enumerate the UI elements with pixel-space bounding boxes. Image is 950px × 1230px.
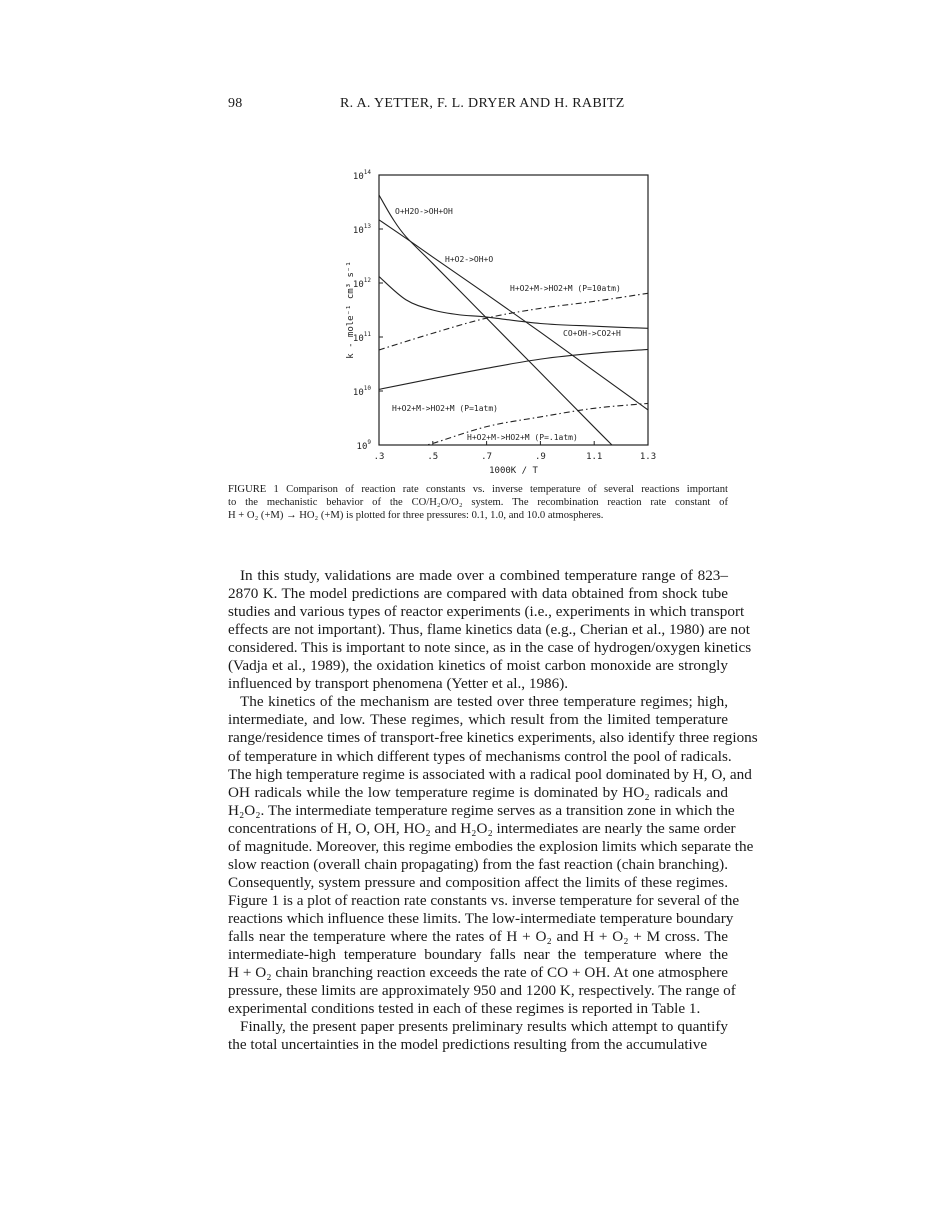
x-tick-label: .3 [373, 452, 385, 462]
y-tick-label [353, 385, 371, 398]
y-tick-base: 10 [352, 280, 364, 290]
body-line: falls near the temperature where the rates of H + O₂ and H + O₂ + M cross. The [228, 928, 728, 945]
curve-label: CO+OH->CO2+H [563, 329, 621, 338]
y-tick-base: 10 [352, 172, 364, 182]
body-line: effects are not important). Thus, flame kinetics data (e.g., Cherian et al., 1980) are not [228, 621, 750, 639]
x-tick-label: 1.3 [639, 452, 657, 462]
body-line: Figure 1 is a plot of reaction rate constants vs. inverse temperature for several of the [228, 891, 740, 909]
caption-line: to the mechanistic behavior of the CO/H₂O/O₂ system. The recombination reaction rate constant of [228, 497, 728, 508]
curve-label: H+O2+M->HO2+M (P=10atm) [510, 284, 621, 293]
body-line: 2870 K. The model predictions are compared with data obtained from shock tube [228, 585, 728, 603]
body-line: slow reaction (overall chain propagating) from the fast reaction (chain branching). [228, 855, 728, 873]
x-tick-label: .5 [427, 452, 439, 462]
x-axis-label: 1000K / T [489, 466, 538, 476]
body-line: OH radicals while the low temperature regime is dominated by HO₂ radicals and [228, 783, 728, 801]
y-tick-exponent: 10 [363, 385, 371, 392]
body-line: Finally, the present paper presents preliminary results which attempt to quantify [240, 1018, 728, 1036]
body-line: range/residence times of transport-free kinetics experiments, also identify three regions [228, 729, 758, 747]
curve-label: O+H2O->OH+OH [395, 207, 453, 216]
x-tick-label: 1.1 [586, 452, 603, 462]
y-tick-base: 10 [352, 226, 364, 236]
running-header: R. A. YETTER, F. L. DRYER AND H. RABITZ [340, 96, 625, 111]
body-line: of magnitude. Moreover, this regime embodies the explosion limits which separate the [228, 837, 754, 855]
body-line: H + O₂ chain branching reaction exceeds the rate of CO + OH. At one atmosphere [228, 964, 728, 982]
curve-label: H+O2+M->HO2+M (P=.1atm) [467, 433, 578, 442]
y-tick-label [357, 439, 372, 452]
y-tick-base: 10 [352, 334, 364, 344]
y-tick-exponent: 13 [363, 223, 371, 230]
x-tick-label: .7 [481, 452, 493, 462]
y-tick-label [353, 169, 371, 182]
curve-label: H+O2+M->HO2+M (P=1atm) [392, 404, 498, 413]
body-line: the total uncertainties in the model predictions resulting from the accumulative [228, 1036, 708, 1054]
body-line: considered. This is important to note since, as in the case of hydrogen/oxygen kinetics [228, 639, 752, 657]
y-tick-exponent: 9 [367, 439, 371, 446]
y-tick-label [353, 223, 371, 236]
y-tick-base: 10 [356, 442, 368, 452]
y-axis-label: k - mole⁻¹ cm³ s⁻¹ [346, 261, 356, 359]
y-tick-exponent: 12 [363, 277, 371, 284]
body-line: experimental conditions tested in each of these regimes is reported in Table 1. [228, 1000, 701, 1018]
y-tick-exponent: 11 [363, 331, 371, 338]
body-line: (Vadja et al., 1989), the oxidation kinetics of moist carbon monoxide are strongly [228, 657, 728, 675]
body-line: pressure, these limits are approximately 950 and 1200 K, respectively. The range of [228, 982, 736, 1000]
curve-h-o2-m-ho2-m-p-1atm- [379, 349, 648, 389]
rate-constant-chart [0, 0, 950, 480]
body-line: The high temperature regime is associated with a radical pool dominated by H, O, and [228, 765, 752, 783]
curve-label: H+O2->OH+O [445, 255, 494, 264]
curve-h-o2-m-ho2-m-p-10atm- [379, 293, 648, 350]
body-line: influenced by transport phenomena (Yetter et al., 1986). [228, 675, 569, 693]
body-line: studies and various types of reactor experiments (i.e., experiments in which transport [228, 603, 745, 621]
body-line: H₂O₂. The intermediate temperature regime serves as a transition zone in which the [228, 801, 735, 819]
body-line: reactions which influence these limits. The low-intermediate temperature boundary [228, 909, 734, 927]
body-line: of temperature in which different types of mechanisms control the pool of radicals. [228, 747, 732, 765]
page-number: 98 [228, 96, 243, 111]
x-tick-label: .9 [534, 452, 546, 462]
body-line: concentrations of H, O, OH, HO₂ and H₂O₂ intermediates are nearly the same order [228, 819, 736, 837]
caption-line: FIGURE 1 Comparison of reaction rate constants vs. inverse temperature of several reactions important [228, 484, 728, 495]
body-line: intermediate, and low. These regimes, which result from the limited temperature [228, 711, 728, 729]
y-tick-base: 10 [352, 388, 364, 398]
body-line: intermediate-high temperature boundary falls near the temperature where the [228, 946, 728, 964]
body-line: The kinetics of the mechanism are tested over three temperature regimes; high, [240, 693, 728, 711]
body-line: In this study, validations are made over a combined temperature range of 823– [240, 567, 728, 584]
y-tick-exponent: 14 [363, 169, 371, 176]
caption-line: H + O₂ (+M) → HO₂ (+M) is plotted for three pressures: 0.1, 1.0, and 10.0 atmospheres. [228, 510, 604, 521]
body-line: Consequently, system pressure and composition affect the limits of these regimes. [228, 873, 728, 891]
